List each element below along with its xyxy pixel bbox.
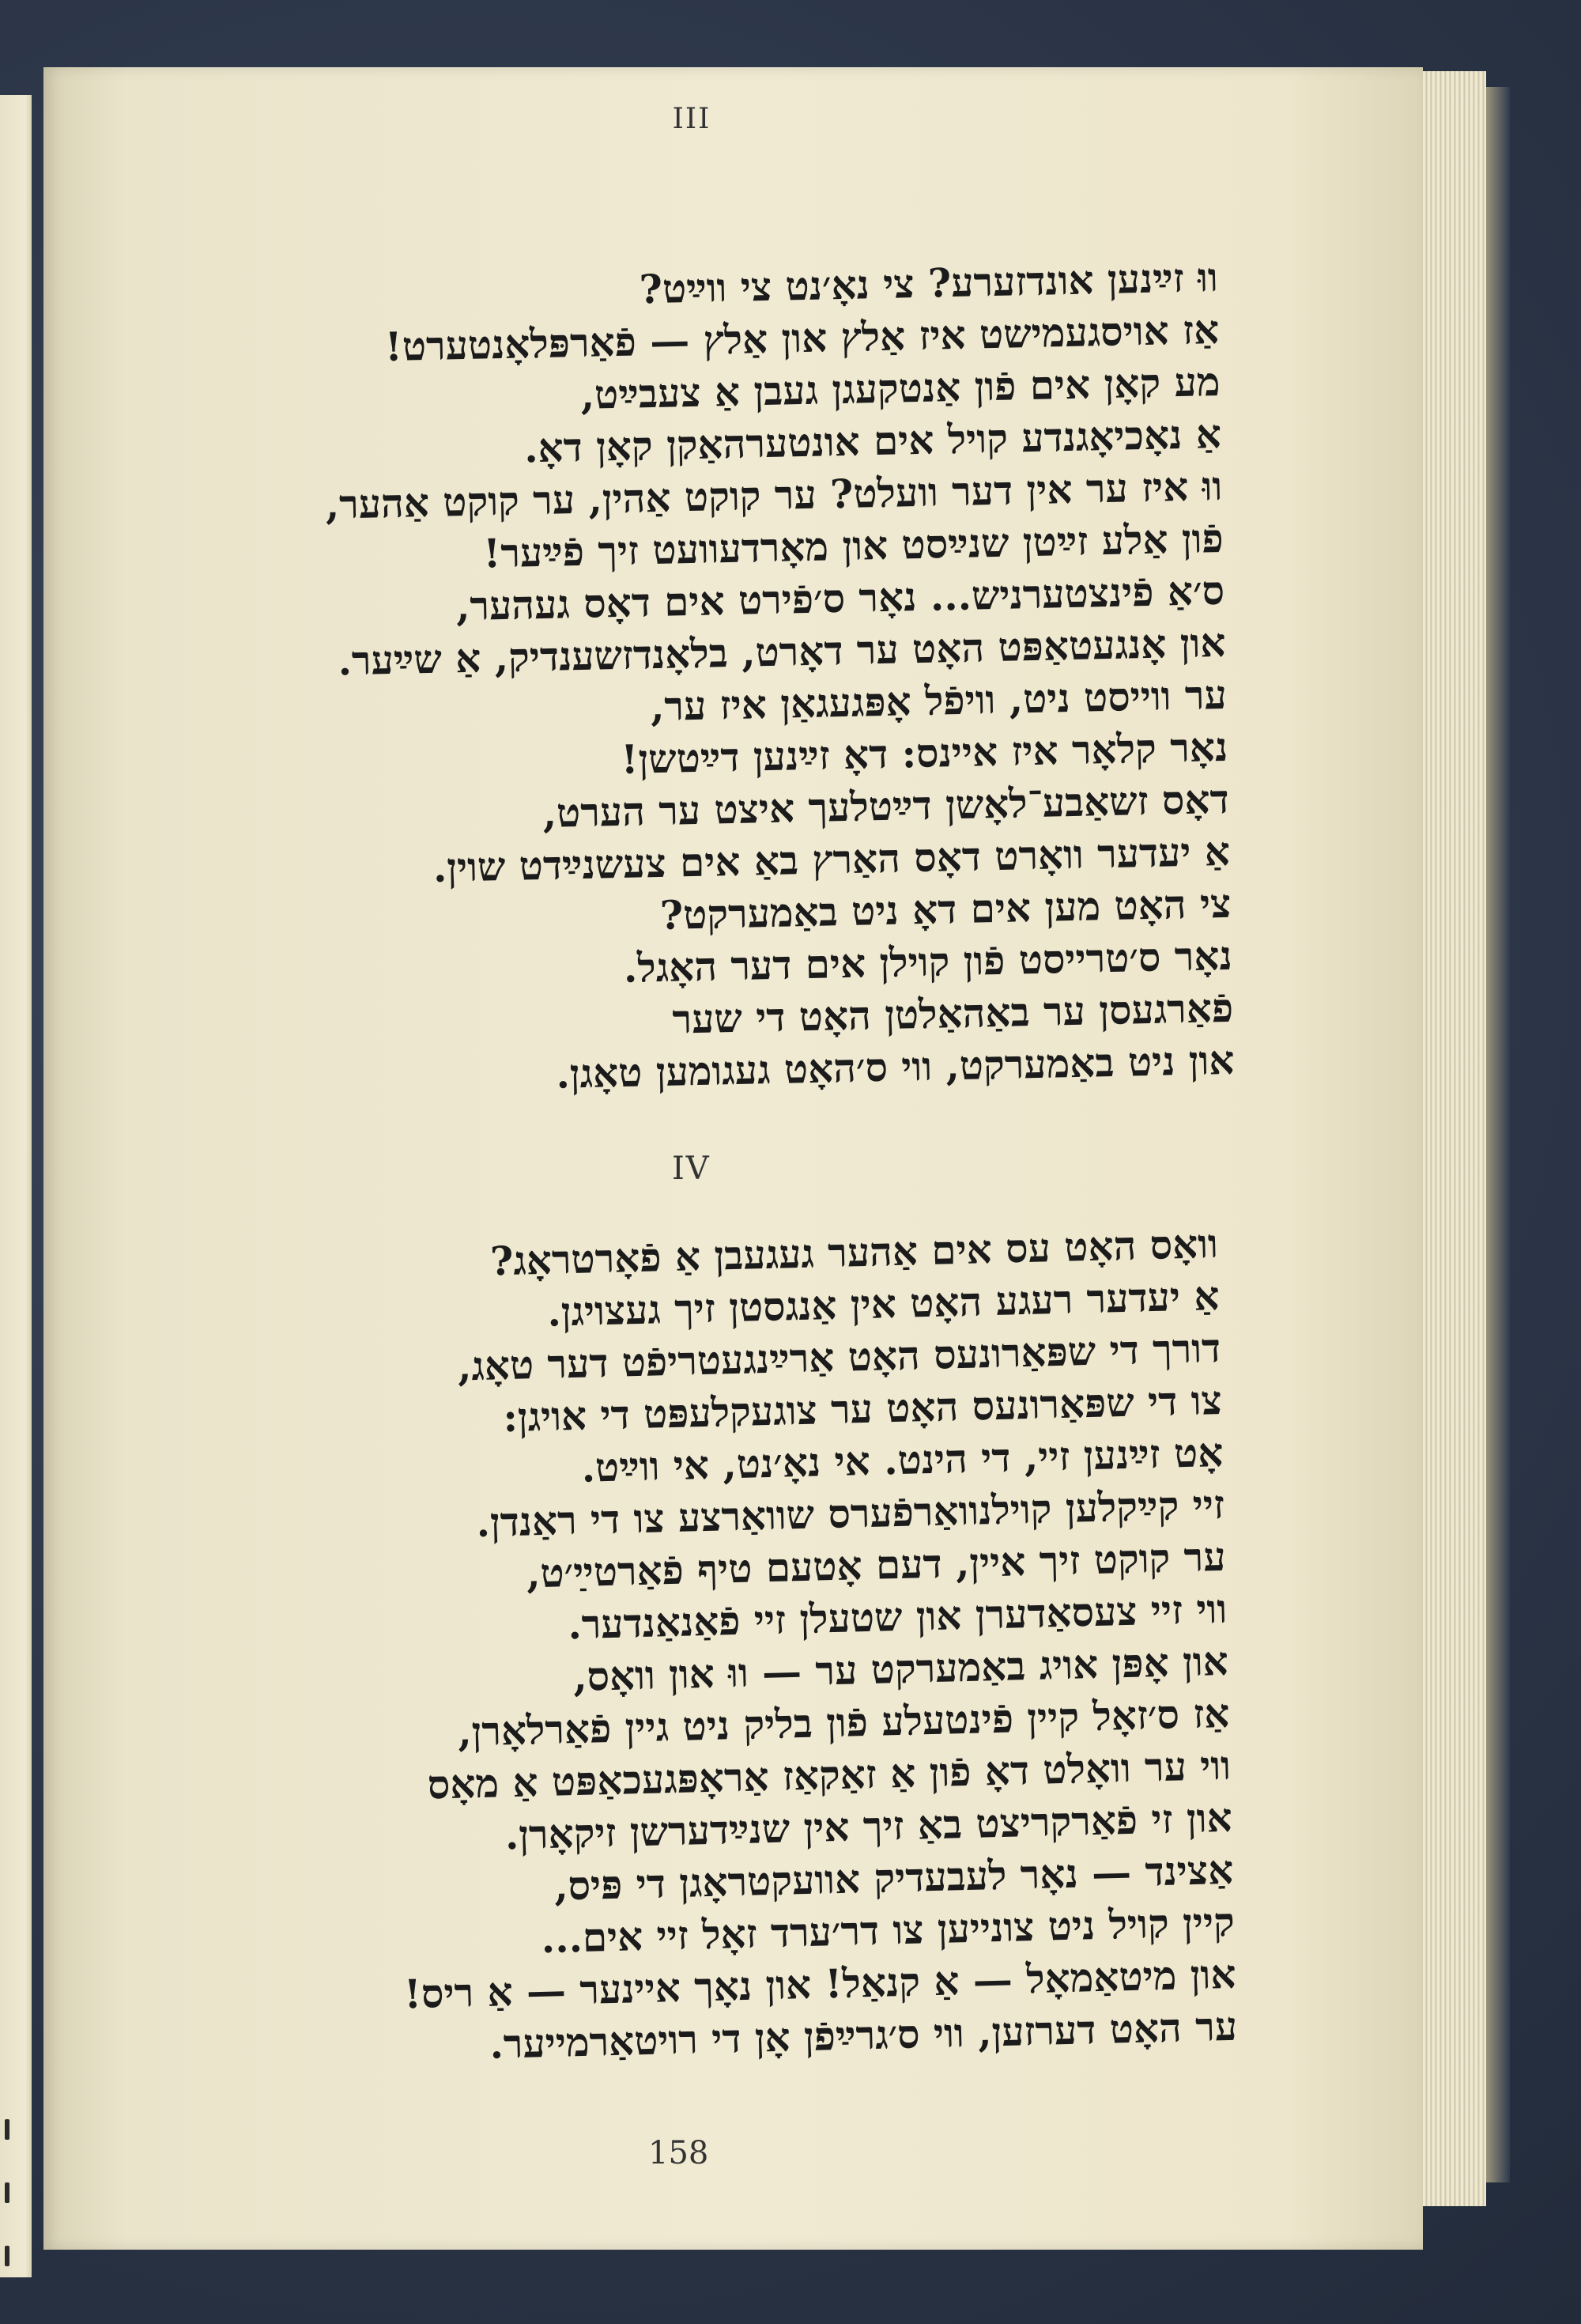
poem-section-iii	[261, 251, 1235, 1106]
poem-line: זיי קײַקלען קוילנוואַרפֿערס שוואַרצע צו די ראַנדן.	[475, 1480, 1225, 1547]
poem-line: אָט זײַנען זיי, די הינט. אי נאָ׳נט, אי ווײַט.	[580, 1428, 1224, 1491]
poem-line: ער האָט דערזען, ווי ס׳גרײַפֿן אָן די רויטאַרמייער.	[489, 2002, 1238, 2068]
poem-line: אַ יעדער וואָרט דאָס האַרץ באַ אים צעשנײַדט שוין.	[432, 827, 1231, 891]
poem-line: דורך די שפּאַרונעס האָט אַרײַנגעטריפֿט דער טאָג,	[457, 1324, 1221, 1390]
poem-line: אַ יעדער רעגע האָט אין אַנגסטן זיך געצויגן.	[546, 1272, 1221, 1336]
poem-line: אַצינד — נאָר לעבעדיק אוועקטראָגן די פּיס,	[553, 1846, 1234, 1910]
section-numeral-iv: IV	[672, 1151, 711, 1187]
page-block-edges	[1423, 71, 1486, 2206]
page-number: 158	[648, 2135, 709, 2171]
poem-section-iv	[261, 1218, 1237, 2076]
poem-line: נאָר ס׳טרייסט פֿון קוילן אים דער האָגל.	[623, 931, 1233, 992]
poem-line: ווי זיי צעסאַדערן און שטעלן זיי פֿאַנאַנדער.	[567, 1585, 1228, 1649]
poem-line: מע קאָן אים פֿון אַנטקעגן געבן אַ צעבײַט,	[580, 357, 1221, 418]
poem-line: ער קוקט זיך איין, דעם אָטעם טיף פֿאַרטײַ׳ט,	[526, 1532, 1227, 1597]
poem-line: וואָס האָט עס אים אַהער געגעבן אַ פֿאָרטראָג?	[489, 1219, 1219, 1285]
poem-line: ווי ער וואָלט דאָ פֿון אַ זאַקאַז אַראָפּגעכאַפּט אַ מאָס	[427, 1741, 1232, 1808]
poem-line: נאָר קלאָר איז איינס: דאָ זײַנען דײַטשן!	[620, 723, 1228, 783]
ink-mark	[5, 2119, 9, 2140]
poem-line: צי האָט מען אים דאָ ניט באַמערקט?	[659, 879, 1232, 939]
section-numeral-iii: III	[672, 103, 711, 135]
poem-line: פֿון אַלע זײַטן שנײַסט און מאָרדעוועט זיך פֿײַער!	[482, 514, 1224, 577]
poem-line: ווּ זײַנען אונדזערע? צי נאָ׳נט צי ווײַט?	[639, 253, 1219, 313]
poem-line: ווּ איז ער אין דער וועלט? ער קוקט אַהין, ער קוקט אַהער,	[325, 462, 1223, 528]
poem-line: קיין קויל ניט צונייען צו דר׳ערד זאָל זיי אים...	[540, 1898, 1236, 1963]
left-page-edge	[0, 95, 32, 2277]
poem-line: צו די שפּאַרונעס האָט ער צוגעקלעפּט די אויגן:	[502, 1376, 1223, 1442]
ink-mark	[5, 2246, 9, 2266]
poem-line: ס׳אַ פֿינצטערניש... נאָר ס׳פֿירט אים דאָס געהער,	[455, 566, 1225, 630]
poem-line: אַז אויסגעמישט איז אַלץ און אַלץ — פֿאַרפּלאָנטערט!	[384, 305, 1220, 371]
poem-line: אַז ס׳זאָל קיין פֿינטעלע פֿון בליק ניט גיין פֿאַרלאָרן,	[457, 1689, 1231, 1755]
poem-line: און ניט באַמערקט, ווי ס׳האָט געגומען טאָגן.	[555, 1036, 1236, 1098]
poem-line: ער ווייסט ניט, וויפֿל אָפּגעגאַן איז ער,	[650, 671, 1228, 731]
poem-line: און אָנגעטאַפּט האָט ער דאָרט, בלאָנדזשענדיק, אַ שײַער.	[337, 618, 1226, 685]
poem-line: דאָס זשאַבע־לאָשן דײַטלעך איצט ער הערט,	[542, 775, 1230, 837]
poem-line: און אָפּן אויג באַמערקט ער — ווּ און וואָס,	[572, 1637, 1229, 1701]
poem-line: און זי פֿאַרקריצט באַ זיך אין שנײַדערשן זיקאָרן.	[504, 1793, 1233, 1859]
page-block-shadow	[1486, 87, 1510, 2182]
poem-line: פֿאַרגעסן ער באַהאַלטן האָט די שער	[671, 984, 1234, 1043]
poem-line: און מיטאַמאָל — אַ קנאַל! און נאָך איינער — אַ ריס!	[403, 1950, 1237, 2018]
ink-mark	[5, 2182, 9, 2203]
poem-line: אַ נאָכיאָגנדע קויל אים אונטערהאַקן קאָן דאָ.	[523, 410, 1222, 472]
